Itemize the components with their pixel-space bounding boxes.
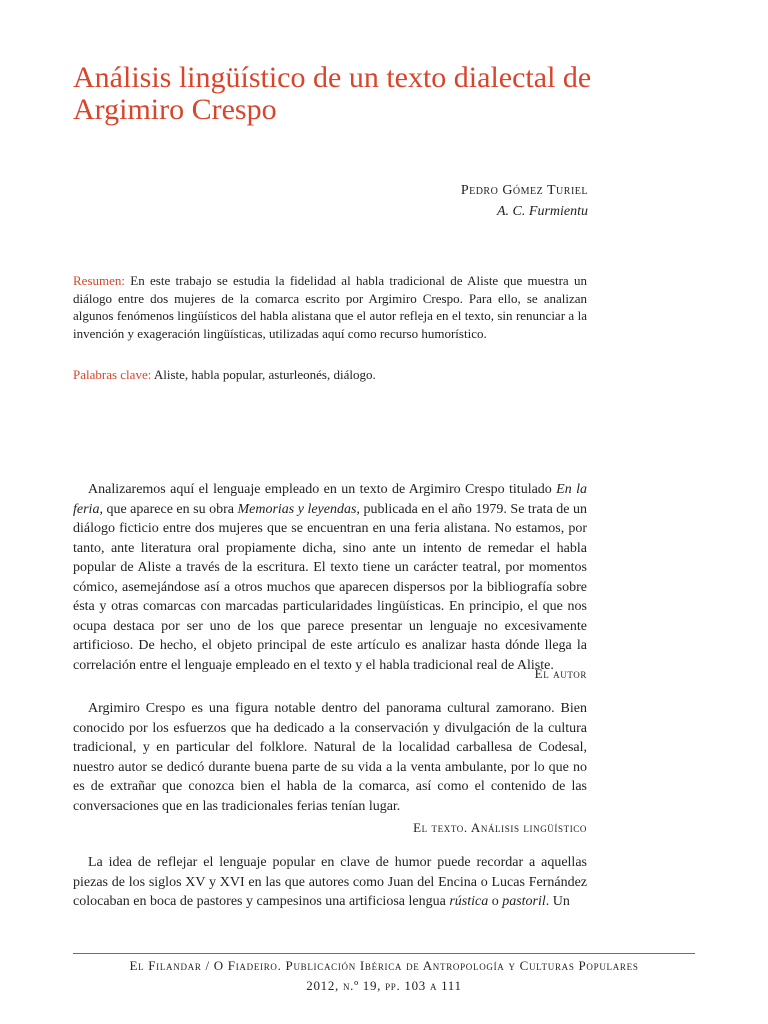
author-block [461, 180, 588, 222]
term-pastoril: pastoril [502, 894, 546, 909]
intro-paragraph [73, 480, 587, 675]
author-paragraph: Argimiro Crespo es una figura notable dentro del panorama cultural zamorano. Bien conocido por los esfuerzos que ha dedicado a la conservación y divulgación de la cultura tradicional, y en particular del folklore. Natural de la localidad carballesa de Codesal, nuestro autor se dedicó durante buena parte de su vida a la venta ambulante, por lo que no es de extrañar que conozca bien el habla de la comarca, así como el contenido de las conversaciones que en las tradicionales ferias tenían lugar. [73, 701, 587, 814]
work-title: En la feria, [73, 482, 587, 517]
keywords [73, 366, 587, 384]
analysis-text-a: La idea de reflejar el lenguaje popular en clave de humor puede recordar a aquellas piezas de los siglos XV y XVI en las que autores como Juan del Encina o Lucas Fernández colocaban en boca de pastores y campesinos una artificiosa lengua [73, 855, 587, 909]
article-title: Análisis lingüístico de un texto dialectal de Argimiro Crespo [73, 61, 592, 126]
term-rustica: rústica [449, 894, 489, 909]
abstract [73, 272, 587, 342]
analysis-text-c: . Un [545, 894, 570, 909]
footer-citation: 2012, n.º 19, pp. 103 a 111 [306, 978, 462, 993]
intro-text-a: Analizaremos aquí el lenguaje empleado en un texto de Argimiro Crespo titulado [88, 482, 557, 497]
footer-journal: El Filandar / O Fiadeiro. Publicación Ibérica de Antropología y Culturas Populares [129, 958, 639, 973]
intro-text-b: que aparece en su obra [102, 501, 238, 517]
book-title: Memorias y leyendas, [237, 501, 360, 517]
abstract-text: En este trabajo se estudia la fidelidad al habla tradicional de Aliste que muestra un diálogo entre dos mujeres de la comarca escrito por Argimiro Crespo. Para ello, se analizan algunos fenómenos lingüísticos del habla alistana que el autor refleja en el texto, sin renunciar a la invención y exageración lingüísticas, utilizadas aquí como recurso humorístico. [73, 273, 587, 341]
keywords-text: Aliste, habla popular, asturleonés, diálogo. [151, 367, 376, 382]
keywords-label: Palabras clave: [73, 367, 152, 382]
footer-divider [73, 953, 695, 954]
abstract-label: Resumen: [73, 273, 125, 288]
analysis-paragraph [73, 853, 587, 912]
author-organization: A. C. Furmientu [497, 204, 588, 219]
author-name: Pedro Gómez Turiel [460, 183, 588, 198]
intro-text-c: publicada en el año 1979. Se trata de un diálogo ficticio entre dos mujeres que se encuentran en una feria alistana. No estamos, por tanto, ante literatura oral propiamente dicha, sino ante un intento de remedar el habla popular de Aliste a través de la escritura. El texto tiene un carácter teatral, por momentos cómico, asemejándose así a otros muchos que aparecen dispersos por la bibliografía sobre ésta y otras comarcas con marcadas particularidades lingüísticas. En principio, el que nos ocupa destaca por ser uno de los que parece presentar un lenguaje no excesivamente artificioso. De hecho, el objeto principal de este artículo es analizar hasta dónde llega la correlación entre el lenguaje empleado en el texto y el habla tradicional real de Aliste. [73, 501, 587, 673]
section-heading-text-analysis: El texto. Análisis lingüístico [413, 820, 587, 835]
section-heading-author: El autor [534, 666, 587, 681]
analysis-text-b: o [488, 894, 503, 909]
